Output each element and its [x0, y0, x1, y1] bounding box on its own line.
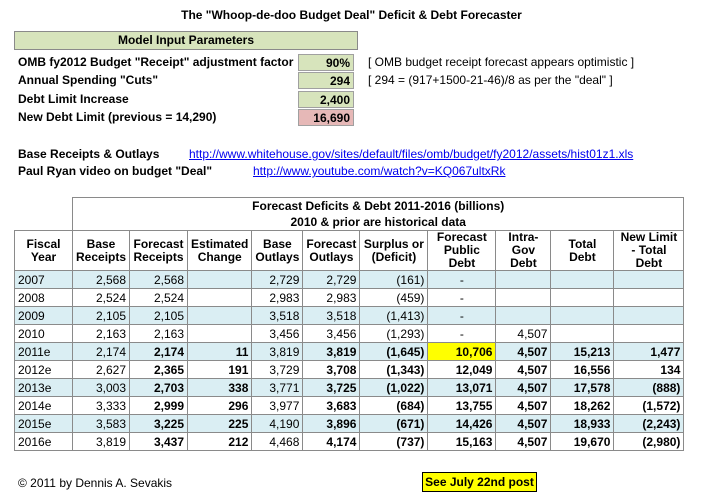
cell-total-debt: 17,578	[551, 379, 614, 397]
cell-est-change: 296	[188, 397, 252, 415]
cell-est-change: 191	[188, 361, 252, 379]
cell-year: 2010	[15, 325, 73, 343]
link-label-receipts-outlays: Base Receipts & Outlays	[18, 147, 160, 161]
july-post-note[interactable]: See July 22nd post	[422, 472, 537, 492]
param-note-receipt-factor: [ OMB budget receipt forecast appears optimistic ]	[368, 55, 635, 69]
cell-surplus: (671)	[360, 415, 428, 433]
col-header-forecast-receipts: Forecast Receipts	[130, 231, 188, 271]
table-row	[15, 307, 684, 325]
cell-intra-gov: 4,507	[496, 433, 551, 451]
cell-new-limit: (2,980)	[614, 433, 684, 451]
cell-public-debt: -	[428, 307, 496, 325]
param-value-spending-cuts[interactable]: 294	[298, 72, 354, 89]
cell-total-debt: 16,556	[551, 361, 614, 379]
cell-new-limit: 134	[614, 361, 684, 379]
cell-public-debt: -	[428, 289, 496, 307]
cell-forecast-receipts: 2,703	[130, 379, 188, 397]
cell-forecast-receipts: 2,163	[130, 325, 188, 343]
cell-forecast-outlays: 3,518	[303, 307, 360, 325]
cell-forecast-outlays: 3,896	[303, 415, 360, 433]
cell-forecast-receipts: 3,437	[130, 433, 188, 451]
col-header-fiscal-year: Fiscal Year	[15, 231, 73, 271]
cell-base-outlays: 3,977	[252, 397, 303, 415]
cell-year: 2012e	[15, 361, 73, 379]
cell-year: 2007	[15, 271, 73, 289]
cell-est-change	[188, 307, 252, 325]
cell-public-debt: -	[428, 325, 496, 343]
cell-forecast-receipts: 2,524	[130, 289, 188, 307]
cell-surplus: (684)	[360, 397, 428, 415]
cell-est-change: 338	[188, 379, 252, 397]
param-value-debt-limit-increase[interactable]: 2,400	[298, 91, 354, 108]
cell-est-change	[188, 289, 252, 307]
table-row	[15, 433, 684, 451]
cell-surplus: (161)	[360, 271, 428, 289]
col-header-estimated-change: Estimated Change	[188, 231, 252, 271]
cell-forecast-receipts: 2,105	[130, 307, 188, 325]
cell-total-debt: 18,933	[551, 415, 614, 433]
cell-total-debt	[551, 307, 614, 325]
cell-public-debt: 14,426	[428, 415, 496, 433]
cell-new-limit: (1,572)	[614, 397, 684, 415]
cell-new-limit	[614, 325, 684, 343]
cell-forecast-receipts: 2,568	[130, 271, 188, 289]
cell-surplus: (1,413)	[360, 307, 428, 325]
cell-intra-gov: 4,507	[496, 415, 551, 433]
page-title: The "Whoop-de-doo Budget Deal" Deficit & Debt Forecaster	[181, 8, 522, 22]
param-label-new-debt-limit: New Debt Limit (previous = 14,290)	[18, 110, 217, 124]
table-row	[15, 325, 684, 343]
cell-intra-gov: 4,507	[496, 379, 551, 397]
cell-public-debt: 10,706	[428, 343, 496, 361]
cell-new-limit: (2,243)	[614, 415, 684, 433]
param-value-receipt-factor[interactable]: 90%	[298, 54, 354, 71]
cell-forecast-receipts: 2,174	[130, 343, 188, 361]
copyright: © 2011 by Dennis A. Sevakis	[18, 476, 173, 490]
param-label-receipt-factor: OMB fy2012 Budget "Receipt" adjustment factor	[18, 55, 294, 69]
param-note-spending-cuts: [ 294 = (917+1500-21-46)/8 as per the "deal" ]	[368, 73, 613, 87]
cell-intra-gov: 4,507	[496, 397, 551, 415]
cell-base-receipts: 2,163	[73, 325, 130, 343]
col-header-base-outlays: Base Outlays	[252, 231, 303, 271]
cell-public-debt: 12,049	[428, 361, 496, 379]
col-header-base-receipts: Base Receipts	[73, 231, 130, 271]
cell-base-receipts: 2,627	[73, 361, 130, 379]
cell-intra-gov: 4,507	[496, 325, 551, 343]
cell-new-limit: (888)	[614, 379, 684, 397]
cell-public-debt: 15,163	[428, 433, 496, 451]
cell-new-limit	[614, 289, 684, 307]
cell-base-outlays: 4,468	[252, 433, 303, 451]
cell-total-debt: 18,262	[551, 397, 614, 415]
cell-surplus: (737)	[360, 433, 428, 451]
cell-year: 2014e	[15, 397, 73, 415]
col-header-forecast-public-debt: Forecast Public Debt	[428, 231, 496, 271]
forecast-title-line2: 2010 & prior are historical data	[290, 215, 466, 229]
table-row	[15, 361, 684, 379]
col-header-intra-gov-debt: Intra-Gov Debt	[496, 231, 551, 271]
cell-base-outlays: 3,771	[252, 379, 303, 397]
cell-forecast-receipts: 2,999	[130, 397, 188, 415]
cell-intra-gov: 4,507	[496, 361, 551, 379]
col-header-forecast-outlays: Forecast Outlays	[303, 231, 360, 271]
cell-est-change: 11	[188, 343, 252, 361]
link-receipts-outlays[interactable]: http://www.whitehouse.gov/sites/default/files/omb/budget/fy2012/assets/hist01z1.xls	[189, 147, 634, 161]
cell-base-outlays: 3,819	[252, 343, 303, 361]
cell-base-receipts: 2,105	[73, 307, 130, 325]
forecast-title	[73, 198, 684, 231]
cell-total-debt: 15,213	[551, 343, 614, 361]
cell-base-receipts: 3,583	[73, 415, 130, 433]
cell-year: 2009	[15, 307, 73, 325]
forecast-table	[14, 197, 684, 451]
cell-total-debt	[551, 325, 614, 343]
cell-surplus: (459)	[360, 289, 428, 307]
col-header-surplus-deficit: Surplus or (Deficit)	[360, 231, 428, 271]
cell-total-debt	[551, 289, 614, 307]
cell-total-debt: 19,670	[551, 433, 614, 451]
cell-forecast-outlays: 3,819	[303, 343, 360, 361]
table-row	[15, 397, 684, 415]
params-header: Model Input Parameters	[14, 31, 358, 50]
cell-intra-gov	[496, 289, 551, 307]
cell-forecast-outlays: 2,729	[303, 271, 360, 289]
cell-base-receipts: 3,819	[73, 433, 130, 451]
link-ryan-video[interactable]: http://www.youtube.com/watch?v=KQ067ultxRk	[253, 164, 506, 178]
cell-base-receipts: 3,003	[73, 379, 130, 397]
cell-intra-gov	[496, 271, 551, 289]
cell-year: 2008	[15, 289, 73, 307]
header-row	[15, 231, 684, 271]
cell-new-limit	[614, 271, 684, 289]
cell-public-debt: 13,755	[428, 397, 496, 415]
cell-base-outlays: 2,729	[252, 271, 303, 289]
cell-est-change	[188, 271, 252, 289]
cell-forecast-outlays: 3,683	[303, 397, 360, 415]
cell-surplus: (1,293)	[360, 325, 428, 343]
table-row	[15, 289, 684, 307]
table-row	[15, 343, 684, 361]
cell-public-debt: 13,071	[428, 379, 496, 397]
table-row	[15, 379, 684, 397]
cell-base-outlays: 3,456	[252, 325, 303, 343]
cell-est-change	[188, 325, 252, 343]
cell-base-outlays: 3,518	[252, 307, 303, 325]
link-label-ryan-video: Paul Ryan video on budget "Deal"	[18, 164, 213, 178]
cell-base-outlays: 2,983	[252, 289, 303, 307]
cell-intra-gov	[496, 307, 551, 325]
table-row	[15, 415, 684, 433]
cell-surplus: (1,645)	[360, 343, 428, 361]
cell-base-outlays: 3,729	[252, 361, 303, 379]
param-value-new-debt-limit[interactable]: 16,690	[298, 109, 354, 126]
cell-year: 2016e	[15, 433, 73, 451]
cell-forecast-outlays: 3,456	[303, 325, 360, 343]
cell-public-debt: -	[428, 271, 496, 289]
cell-est-change: 212	[188, 433, 252, 451]
cell-est-change: 225	[188, 415, 252, 433]
cell-intra-gov: 4,507	[496, 343, 551, 361]
cell-new-limit	[614, 307, 684, 325]
cell-total-debt	[551, 271, 614, 289]
param-label-spending-cuts: Annual Spending "Cuts"	[18, 73, 159, 87]
cell-forecast-outlays: 2,983	[303, 289, 360, 307]
cell-forecast-receipts: 3,225	[130, 415, 188, 433]
cell-base-outlays: 4,190	[252, 415, 303, 433]
cell-year: 2013e	[15, 379, 73, 397]
cell-base-receipts: 2,174	[73, 343, 130, 361]
cell-surplus: (1,022)	[360, 379, 428, 397]
cell-forecast-outlays: 4,174	[303, 433, 360, 451]
col-header-new-limit-total-debt: New Limit - Total Debt	[614, 231, 684, 271]
cell-forecast-outlays: 3,725	[303, 379, 360, 397]
col-header-total-debt: Total Debt	[551, 231, 614, 271]
cell-surplus: (1,343)	[360, 361, 428, 379]
forecast-title-line1: Forecast Deficits & Debt 2011-2016 (billions)	[252, 199, 505, 213]
param-label-debt-limit-increase: Debt Limit Increase	[18, 92, 129, 106]
cell-base-receipts: 2,568	[73, 271, 130, 289]
cell-forecast-outlays: 3,708	[303, 361, 360, 379]
cell-base-receipts: 2,524	[73, 289, 130, 307]
cell-forecast-receipts: 2,365	[130, 361, 188, 379]
cell-base-receipts: 3,333	[73, 397, 130, 415]
table-row	[15, 271, 684, 289]
cell-new-limit: 1,477	[614, 343, 684, 361]
cell-year: 2015e	[15, 415, 73, 433]
cell-year: 2011e	[15, 343, 73, 361]
